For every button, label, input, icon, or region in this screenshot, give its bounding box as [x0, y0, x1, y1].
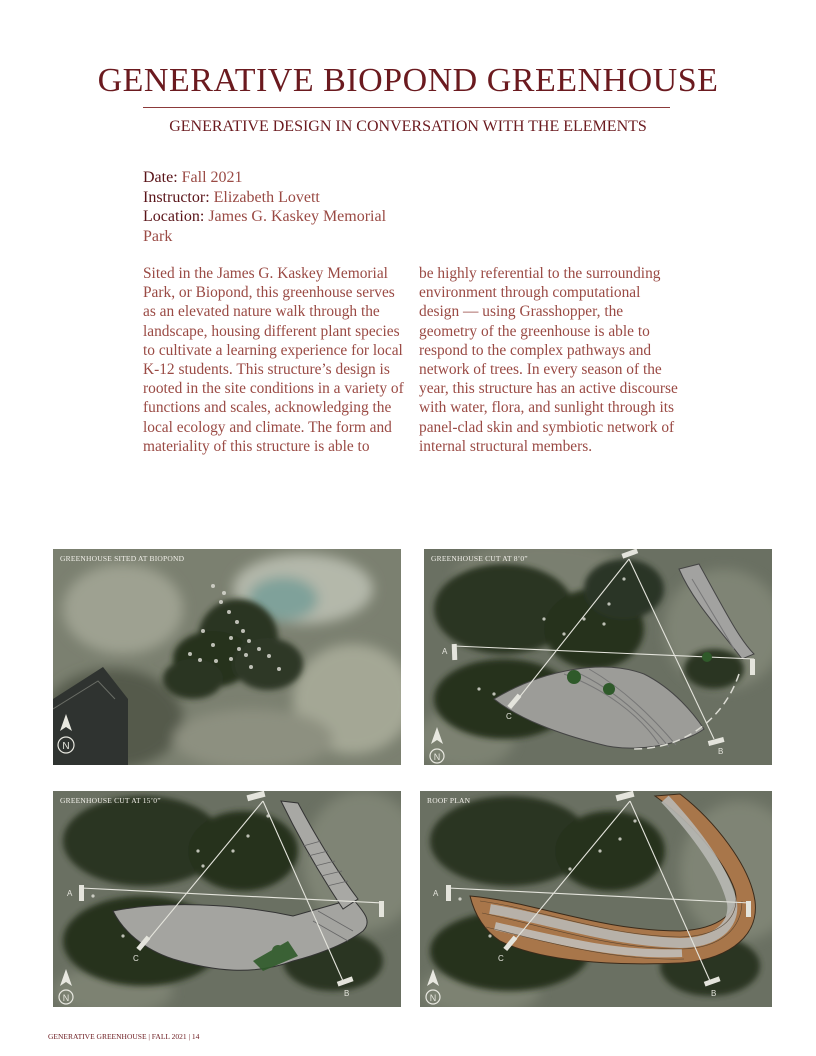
page-title: GENERATIVE BIOPOND GREENHOUSE: [97, 62, 719, 99]
north-letter: N: [62, 993, 70, 1003]
roof-plan-drawing: [420, 791, 772, 1007]
section-b-label: B: [718, 747, 724, 756]
panel-3-label: GREENHOUSE CUT AT 15’0”: [60, 796, 161, 805]
date-value: Fall 2021: [181, 169, 243, 186]
section-b-label: B: [344, 989, 350, 998]
cut-15ft-figure: [53, 791, 401, 1007]
cut-8ft-figure: [424, 549, 772, 765]
location-value: James G. Kaskey Memorial Park: [143, 208, 387, 245]
meta-instructor: [143, 188, 403, 208]
section-a-label: A: [67, 889, 73, 898]
section-c-label: C: [506, 712, 512, 721]
panel-1-label: GREENHOUSE SITED AT BIOPOND: [60, 554, 185, 563]
north-letter: N: [433, 752, 441, 762]
page-subtitle: GENERATIVE DESIGN IN CONVERSATION WITH THE ELEMENTS: [169, 118, 647, 135]
panel-2-label: GREENHOUSE CUT AT 8’0”: [431, 554, 528, 563]
instructor-label: Instructor:: [143, 188, 210, 206]
section-c-label: C: [498, 954, 504, 963]
cut-8ft-drawing: [424, 549, 772, 765]
body-text-column-2: be highly referential to the surrounding environment through computational design — using Grasshopper, the geometry of the greenhouse is able to respond to the complex pathways and network of trees. In every season of the year, this structure has an active discourse with water, flora, and sunlight through its panel-clad skin and symbiotic network of internal structural members.: [419, 265, 678, 455]
meta-location: [143, 207, 403, 246]
section-b-label: B: [711, 989, 717, 998]
page-footer: GENERATIVE GREENHOUSE | FALL 2021 | 14: [48, 1032, 200, 1041]
panel-4-label: ROOF PLAN: [427, 796, 471, 805]
site-plan-figure: [53, 549, 401, 765]
site-plan-drawing: [53, 549, 401, 765]
meta-date: [143, 168, 403, 188]
body-text-column-1: Sited in the James G. Kaskey Memorial Park, or Biopond, this greenhouse serves as an elevated nature walk through the landscape, housing different plant species to cultivate a learning experience for local K-12 students. This structure’s design is rooted in the site conditions in a variety of functions and scales, acknowledging the local ecology and climate. The form and materiality of this structure is able to: [143, 265, 404, 455]
instructor-value: Elizabeth Lovett: [213, 188, 320, 206]
section-a-label: A: [433, 889, 439, 898]
date-label: Date:: [143, 169, 178, 186]
project-meta: [143, 168, 403, 246]
cut-15ft-drawing: [53, 791, 401, 1007]
section-c-label: C: [133, 954, 139, 963]
north-letter: N: [429, 993, 437, 1003]
location-label: Location:: [143, 208, 205, 225]
title-divider: [143, 107, 670, 108]
section-a-label: A: [442, 647, 448, 656]
north-letter: N: [62, 741, 70, 752]
roof-plan-figure: [420, 791, 772, 1007]
